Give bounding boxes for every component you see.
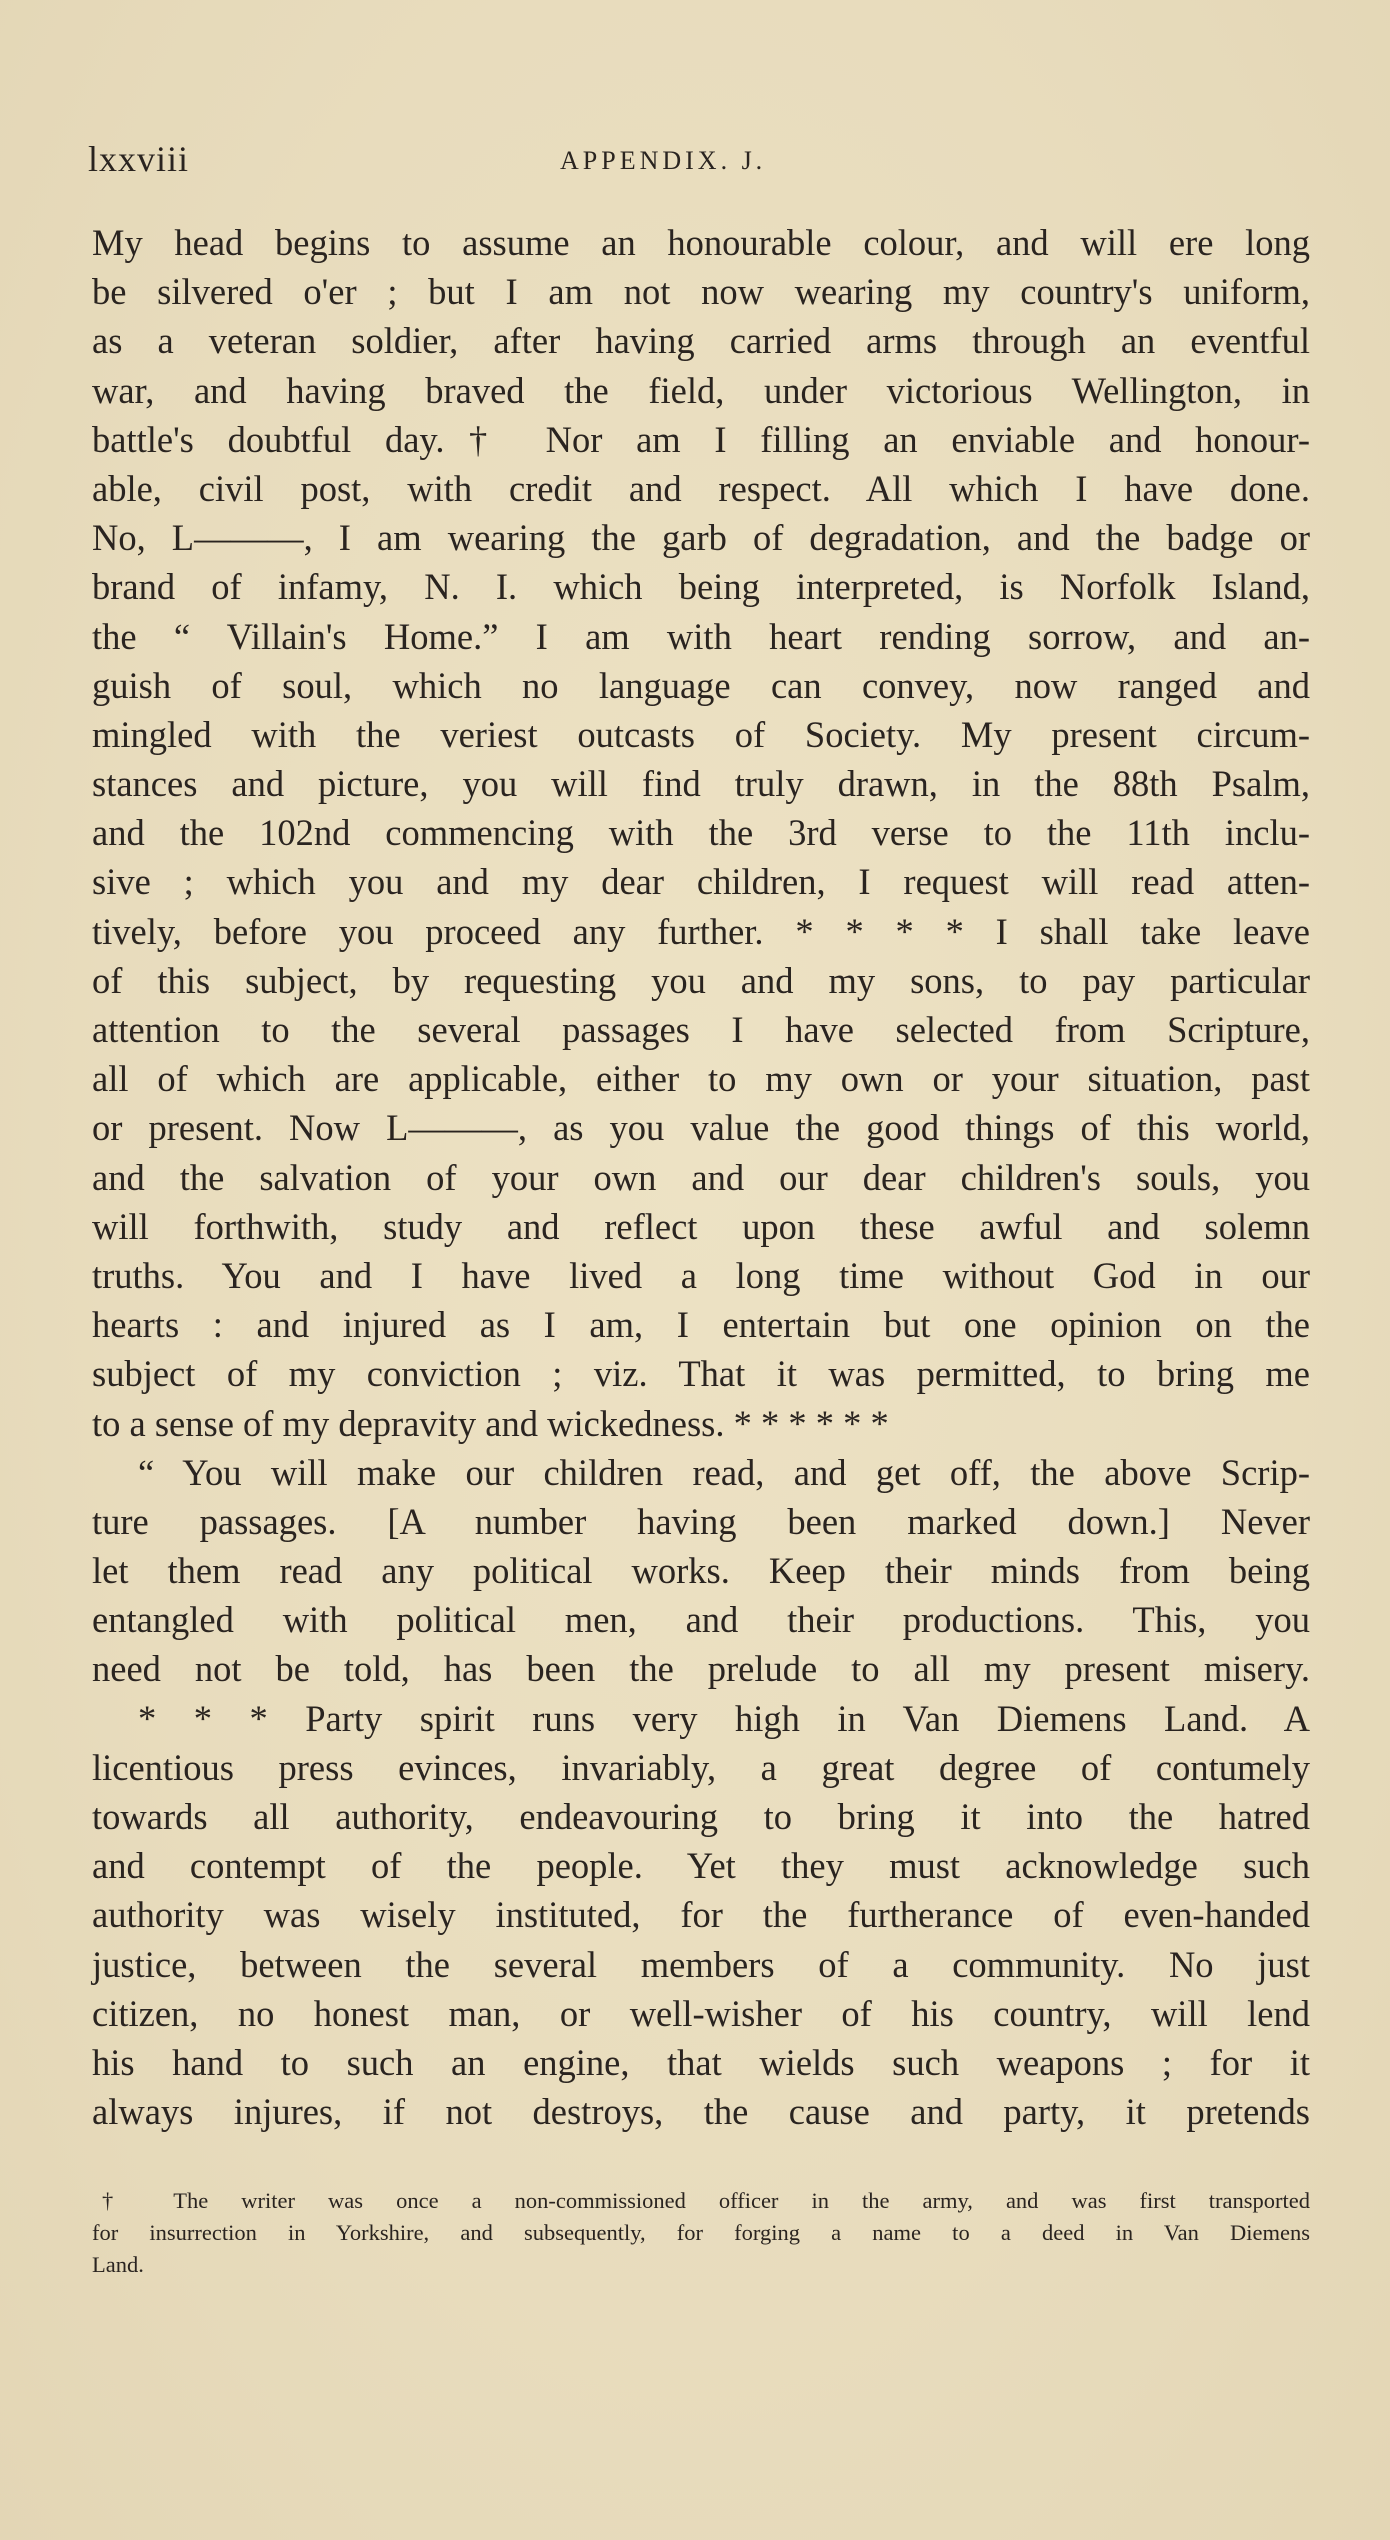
- text-line: My head begins to assume an honourable colour, and will ere long: [92, 222, 1310, 263]
- text-line: hearts : and injured as I am, I entertain but one opinion on the: [92, 1304, 1310, 1346]
- text-line: tively, before you proceed any further. * * * * I shall take leave: [92, 910, 1310, 952]
- text-line: his hand to such an engine, that wields such weapons ; for it: [92, 2041, 1310, 2083]
- text-line: will forthwith, study and reflect upon these awful and solemn: [92, 1205, 1310, 1247]
- text-line: battle's doubtful day.† Nor am I filling an enviable and honour-: [92, 418, 1310, 460]
- footnote-line: † The writer was once a non-commissioned officer in the army, and was first transported: [102, 2188, 1310, 2213]
- footnote: [92, 2185, 1310, 2281]
- body-text: [92, 218, 1310, 2136]
- text-line: * * * Party spirit runs very high in Van Diemens Land. A: [138, 1697, 1310, 1739]
- page-number: lxxviii: [88, 139, 190, 179]
- text-line: let them read any political works. Keep their minds from being: [92, 1550, 1310, 1592]
- text-line: ture passages. [A number having been marked down.] Never: [92, 1500, 1310, 1542]
- text-line: towards all authority, endeavouring to bring it into the hatred: [92, 1796, 1310, 1837]
- text-line: and the salvation of your own and our dear children's souls, you: [92, 1156, 1310, 1198]
- text-line: justice, between the several members of a community. No just: [92, 1943, 1310, 1985]
- running-head: [88, 138, 1308, 188]
- text-line: licentious press evinces, invariably, a great degree of contumely: [92, 1746, 1310, 1788]
- text-line: war, and having braved the field, under victorious Wellington, in: [92, 369, 1310, 411]
- text-line: and the 102nd commencing with the 3rd verse to the 11th inclu-: [92, 812, 1310, 854]
- text-line: all of which are applicable, either to my own or your situation, past: [92, 1058, 1310, 1100]
- text-line: need not be told, has been the prelude to all my present misery.: [92, 1648, 1310, 1690]
- text-line: able, civil post, with credit and respect. All which I have done.: [92, 467, 1310, 509]
- text-line: stances and picture, you will find truly drawn, in the 88th Psalm,: [92, 763, 1310, 805]
- text-line: truths. You and I have lived a long time without God in our: [92, 1254, 1310, 1296]
- text-line: be silvered o'er ; but I am not now wearing my country's uniform,: [92, 271, 1310, 313]
- text-line: attention to the several passages I have selected from Scripture,: [92, 1009, 1310, 1050]
- text-line: entangled with political men, and their productions. This, you: [92, 1599, 1310, 1641]
- text-line: authority was wisely instituted, for the furtherance of even-handed: [92, 1894, 1310, 1936]
- footnote-line: for insurrection in Yorkshire, and subsequently, for forging a name to a deed in Van Diemens: [92, 2220, 1310, 2245]
- text-line: or present. Now L———, as you value the good things of this world,: [92, 1107, 1310, 1149]
- footnote-line: Land.: [92, 2252, 144, 2277]
- text-line: and contempt of the people. Yet they must acknowledge such: [92, 1845, 1310, 1887]
- text-line: brand of infamy, N. I. which being interpreted, is Norfolk Island,: [92, 566, 1310, 608]
- text-line: “ You will make our children read, and get off, the above Scrip-: [138, 1451, 1310, 1493]
- text-line: always injures, if not destroys, the cause and party, it pretends: [92, 2091, 1310, 2133]
- text-line: No, L———, I am wearing the garb of degradation, and the badge or: [92, 517, 1310, 559]
- text-line: guish of soul, which no language can convey, now ranged and: [92, 664, 1310, 706]
- text-line: mingled with the veriest outcasts of Society. My present circum-: [92, 713, 1310, 755]
- text-line: as a veteran soldier, after having carried arms through an eventful: [92, 320, 1310, 362]
- running-title: APPENDIX. J.: [560, 146, 767, 175]
- text-line: subject of my conviction ; viz. That it was permitted, to bring me: [92, 1353, 1310, 1395]
- text-line: of this subject, by requesting you and my sons, to pay particular: [92, 959, 1310, 1001]
- text-line: the “ Villain's Home.” I am with heart rending sorrow, and an-: [92, 615, 1310, 657]
- text-line: to a sense of my depravity and wickedness. * * * * * *: [92, 1402, 889, 1444]
- text-line: sive ; which you and my dear children, I request will read atten-: [92, 861, 1310, 903]
- text-line: citizen, no honest man, or well-wisher of his country, will lend: [92, 1992, 1310, 2034]
